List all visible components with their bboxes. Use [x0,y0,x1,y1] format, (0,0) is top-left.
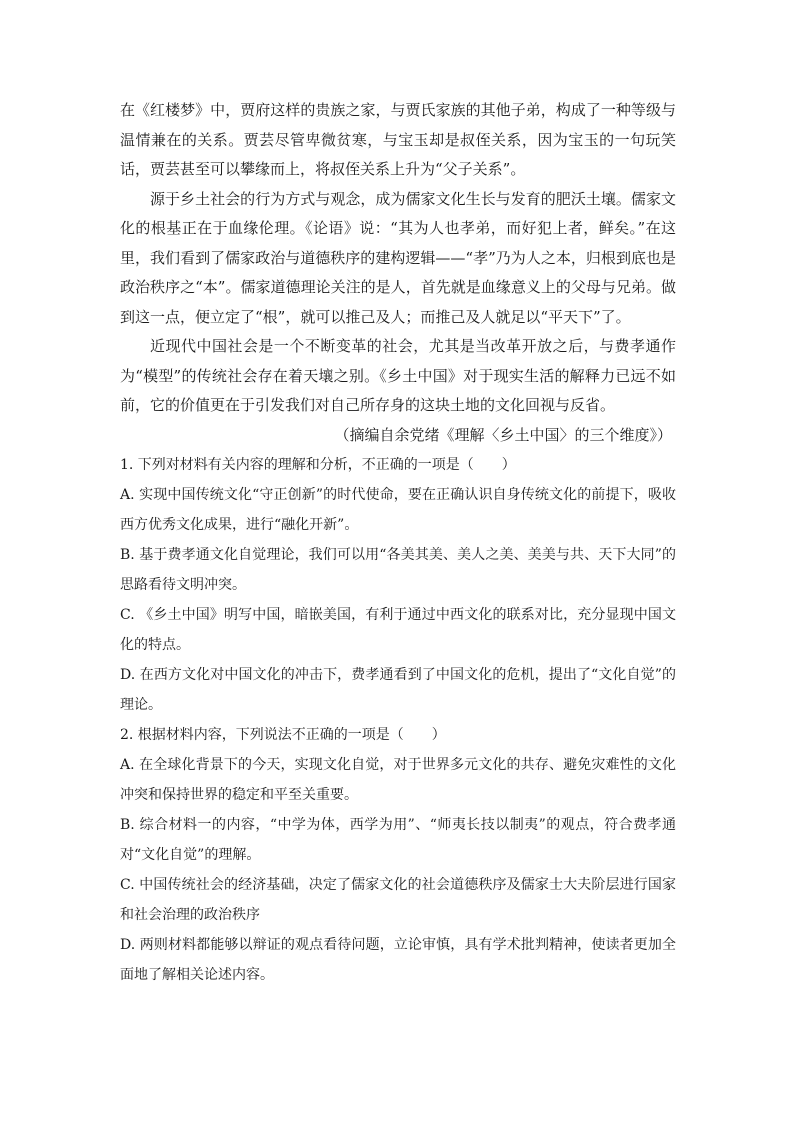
question-2 [120,720,676,990]
document-page [120,96,676,990]
passage-paragraph-2: 源于乡土社会的行为方式与观念，成为儒家文化生长与发育的肥沃土壤。儒家文化的根基正在于血缘伦理。《论语》说：“其为人也孝弟，而好犯上者，鲜矣。”在这里，我们看到了儒家政治与道德秩序的建构逻辑——“孝”乃为人之本，归根到底也是政治秩序之“本”。儒家道德理论关注的是人，首先就是血缘意义上的父母与兄弟。做到这一点，便立定了“根”，就可以推己及人；而推己及人就足以“平天下”了。 [120,189,676,326]
passage-paragraph-3: 近现代中国社会是一个不断变革的社会，尤其是当改革开放之后，与费孝通作为“模型”的传统社会存在着天壤之别。《乡土中国》对于现实生活的解释力已远不如前，它的价值更在于引发我们对自己所存身的这块土地的文化回视与反省。 [120,337,676,414]
option-b: B. 基于费孝通文化自觉理论，我们可以用“各美其美、美人之美、美美与共、天下大同”的思路看待文明冲突。 [120,547,676,593]
passage-paragraph-1: 在《红楼梦》中，贾府这样的贵族之家，与贾氏家族的其他子弟，构成了一种等级与温情兼在的关系。贾芸尽管卑微贫寒，与宝玉却是叔侄关系，因为宝玉的一句玩笑话，贾芸甚至可以攀缘而上，将叔侄关系上升为“父子关系”。 [120,101,676,178]
option-d: D. 在西方文化对中国文化的冲击下，费孝通看到了中国文化的危机，提出了“文化自觉”的理论。 [120,667,676,713]
option-a: A. 在全球化背景下的今天，实现文化自觉，对于世界多元文化的共存、避免灾难性的文化冲突和保持世界的稳定和平至关重要。 [120,757,676,803]
option-b: B. 综合材料一的内容，“中学为体，西学为用”、“师夷长技以制夷”的观点，符合费孝通对“文化自觉”的理解。 [120,817,676,863]
option-c: C. 中国传统社会的经济基础，决定了儒家文化的社会道德秩序及儒家士大夫阶层进行国家和社会治理的政治秩序 [120,877,676,923]
option-c: C. 《乡土中国》明写中国，暗嵌美国，有利于通过中西文化的联系对比，充分显现中国文化的特点。 [120,607,676,653]
question-1 [120,450,676,720]
passage-source: （摘编自余党绪《理解〈乡土中国〉的三个维度》） [334,425,672,444]
question-stem: 2. 根据材料内容，下列说法不正确的一项是（ ） [120,727,446,743]
option-a: A. 实现中国传统文化“守正创新”的时代使命，要在正确认识自身传统文化的前提下，吸收西方优秀文化成果，进行“融化开新”。 [120,487,676,533]
question-stem: 1. 下列对材料有关内容的理解和分析，不正确的一项是（ ） [120,457,516,473]
option-d: D. 两则材料都能够以辩证的观点看待问题，立论审慎，具有学术批判精神，使读者更加全面地了解相关论述内容。 [120,937,676,983]
